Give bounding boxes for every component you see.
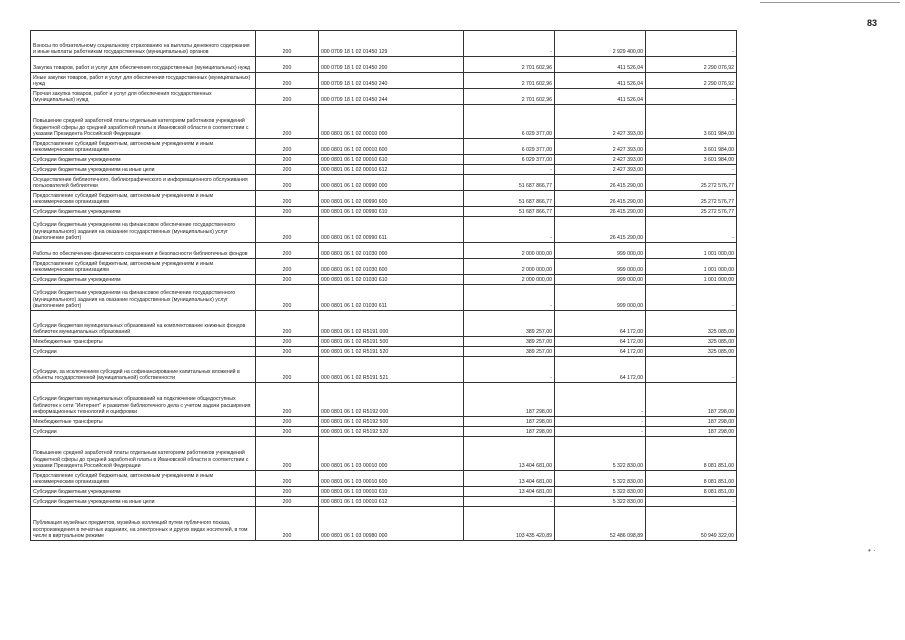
row-code: 200 <box>256 285 319 311</box>
row-code: 200 <box>256 337 319 347</box>
row-unexecuted-amount: 3 601 984,00 <box>646 139 737 155</box>
row-name: Субсидии <box>31 347 256 357</box>
row-code: 200 <box>256 165 319 175</box>
row-approved-amount: 51 687 866,77 <box>464 191 555 207</box>
row-name: Субсидии бюджетным учреждениям <box>31 487 256 497</box>
row-name: Повышение средней заработной платы отдельным категориям работников учреждений бюджетной сферы до средней заработной платы в Ивановской области в соответствии с указами Президента Российской Федерации <box>31 437 256 471</box>
row-name: Субсидии бюджетным учреждениям на иные цели <box>31 497 256 507</box>
row-kbk: 000 0709 18 1 02 01450 200 <box>319 57 464 73</box>
row-executed-amount: 26 415 290,00 <box>555 217 646 243</box>
row-kbk: 000 0801 06 1 02 R5191 521 <box>319 357 464 383</box>
row-approved-amount: 2 000 000,00 <box>464 275 555 285</box>
row-executed-amount: 5 322 830,00 <box>555 487 646 497</box>
budget-table <box>30 30 737 541</box>
row-executed-amount: 999 000,00 <box>555 259 646 275</box>
row-unexecuted-amount: - <box>646 217 737 243</box>
top-rule <box>760 2 900 3</box>
row-approved-amount: - <box>464 31 555 57</box>
row-executed-amount: 26 415 290,00 <box>555 175 646 191</box>
row-name: Повышение средней заработной платы отдельным категориям работников учреждений бюджетной сферы до средней заработной платы в Ивановской области в соответствии с указами Президента Российской Федерации <box>31 105 256 139</box>
row-code: 200 <box>256 347 319 357</box>
row-kbk: 000 0801 06 1 02 00010 612 <box>319 165 464 175</box>
row-approved-amount: 187 298,00 <box>464 427 555 437</box>
row-kbk: 000 0801 06 1 03 00010 600 <box>319 471 464 487</box>
row-name: Работы по обеспечению физического сохранения и безопасности библиотечных фондов <box>31 243 256 259</box>
row-kbk: 000 0801 06 1 02 00990 600 <box>319 191 464 207</box>
row-name: Закупка товаров, работ и услуг для обеспечения государственных (муниципальных) нужд <box>31 57 256 73</box>
row-code: 200 <box>256 357 319 383</box>
row-kbk: 000 0801 06 1 02 R5191 500 <box>319 337 464 347</box>
row-executed-amount: 999 000,00 <box>555 275 646 285</box>
row-unexecuted-amount: 325 085,00 <box>646 337 737 347</box>
row-kbk: 000 0709 18 1 02 01450 244 <box>319 89 464 105</box>
table-row <box>31 217 737 243</box>
table-row <box>31 89 737 105</box>
row-executed-amount: 5 322 830,00 <box>555 471 646 487</box>
table-row <box>31 105 737 139</box>
row-unexecuted-amount: 325 085,00 <box>646 311 737 337</box>
row-kbk: 000 0709 18 1 02 01450 129 <box>319 31 464 57</box>
row-kbk: 000 0801 06 1 02 01030 600 <box>319 259 464 275</box>
row-name: Субсидии бюджетам муниципальных образований на подключение общедоступных библиотек к сети "Интернет" и развитие библиотечного дела с учетом задачи расширения информационных технологий и оцифровки <box>31 383 256 417</box>
row-code: 200 <box>256 243 319 259</box>
row-executed-amount: 26 415 290,00 <box>555 191 646 207</box>
table-row <box>31 73 737 89</box>
row-code: 200 <box>256 73 319 89</box>
row-unexecuted-amount: - <box>646 165 737 175</box>
row-unexecuted-amount: 187 298,00 <box>646 427 737 437</box>
table-row <box>31 285 737 311</box>
row-code: 200 <box>256 259 319 275</box>
row-kbk: 000 0801 06 1 02 00010 610 <box>319 155 464 165</box>
row-code: 200 <box>256 31 319 57</box>
row-code: 200 <box>256 191 319 207</box>
table-row <box>31 471 737 487</box>
row-kbk: 000 0801 06 1 03 00010 612 <box>319 497 464 507</box>
row-executed-amount: 52 486 098,89 <box>555 507 646 541</box>
row-unexecuted-amount: 8 081 851,00 <box>646 471 737 487</box>
table-row <box>31 139 737 155</box>
row-executed-amount: 2 427 393,00 <box>555 139 646 155</box>
row-code: 200 <box>256 497 319 507</box>
row-kbk: 000 0801 06 1 02 00990 611 <box>319 217 464 243</box>
table-row <box>31 243 737 259</box>
row-kbk: 000 0801 06 1 02 R5192 000 <box>319 383 464 417</box>
row-executed-amount: 2 427 393,00 <box>555 155 646 165</box>
row-code: 200 <box>256 437 319 471</box>
table-row <box>31 31 737 57</box>
row-unexecuted-amount: - <box>646 89 737 105</box>
row-name: Субсидии бюджетам муниципальных образований на комплектование книжных фондов библиотек муниципальных образований <box>31 311 256 337</box>
row-approved-amount: 389 257,00 <box>464 337 555 347</box>
row-approved-amount: 6 029 377,00 <box>464 105 555 139</box>
row-approved-amount: 187 298,00 <box>464 417 555 427</box>
row-code: 200 <box>256 427 319 437</box>
table-row <box>31 311 737 337</box>
row-name: Взносы по обязательному социальному страхованию на выплаты денежного содержания и иные выплаты работникам государственных (муниципальных) органов <box>31 31 256 57</box>
row-unexecuted-amount: 187 298,00 <box>646 383 737 417</box>
row-approved-amount: - <box>464 357 555 383</box>
row-unexecuted-amount: 2 290 076,92 <box>646 57 737 73</box>
row-name: Субсидии бюджетным учреждениям на иные цели <box>31 165 256 175</box>
table-row <box>31 57 737 73</box>
row-code: 200 <box>256 311 319 337</box>
row-unexecuted-amount: 325 085,00 <box>646 347 737 357</box>
row-name: Субсидии, за исключением субсидий на софинансирование капитальных вложений в объекты государственной (муниципальной) собственности <box>31 357 256 383</box>
row-approved-amount: 389 257,00 <box>464 347 555 357</box>
row-approved-amount: 2 000 000,00 <box>464 243 555 259</box>
row-code: 200 <box>256 471 319 487</box>
row-name: Субсидии бюджетным учреждениям на финансовое обеспечение государственного (муниципального) задания на оказание государственных (муниципальных) услуг (выполнение работ) <box>31 217 256 243</box>
margin-dot-mark: • · <box>868 546 876 555</box>
row-code: 200 <box>256 175 319 191</box>
row-code: 200 <box>256 217 319 243</box>
table-row <box>31 337 737 347</box>
row-executed-amount: 64 172,00 <box>555 311 646 337</box>
row-kbk: 000 0801 06 1 02 R5191 520 <box>319 347 464 357</box>
table-row <box>31 357 737 383</box>
table-row <box>31 417 737 427</box>
budget-table-body <box>31 31 737 541</box>
row-name: Иные закупки товаров, работ и услуг для обеспечения государственных (муниципальных) нужд <box>31 73 256 89</box>
row-kbk: 000 0801 06 1 02 00990 610 <box>319 207 464 217</box>
row-executed-amount: - <box>555 427 646 437</box>
row-kbk: 000 0709 18 1 02 01450 240 <box>319 73 464 89</box>
row-approved-amount: - <box>464 165 555 175</box>
row-unexecuted-amount: 25 272 576,77 <box>646 207 737 217</box>
row-approved-amount: - <box>464 497 555 507</box>
row-kbk: 000 0801 06 1 02 00010 000 <box>319 105 464 139</box>
row-name: Предоставление субсидий бюджетным, автономным учреждениям и иным некоммерческим организациям <box>31 139 256 155</box>
row-code: 200 <box>256 207 319 217</box>
row-name: Предоставление субсидий бюджетным, автономным учреждениям и иным некоммерческим организациям <box>31 191 256 207</box>
row-unexecuted-amount: 50 949 322,00 <box>646 507 737 541</box>
row-kbk: 000 0801 06 1 02 01030 000 <box>319 243 464 259</box>
table-row <box>31 347 737 357</box>
row-name: Межбюджетные трансферты <box>31 337 256 347</box>
row-approved-amount: 13 404 681,00 <box>464 471 555 487</box>
row-name: Прочая закупка товаров, работ и услуг для обеспечения государственных (муниципальных) нужд <box>31 89 256 105</box>
row-executed-amount: 2 929 400,00 <box>555 31 646 57</box>
row-approved-amount: 2 000 000,00 <box>464 259 555 275</box>
row-name: Субсидии бюджетным учреждениям <box>31 275 256 285</box>
table-row <box>31 427 737 437</box>
row-code: 200 <box>256 487 319 497</box>
row-unexecuted-amount: 3 601 984,00 <box>646 155 737 165</box>
row-executed-amount: 411 526,04 <box>555 89 646 105</box>
row-unexecuted-amount: - <box>646 31 737 57</box>
table-row <box>31 497 737 507</box>
row-kbk: 000 0801 06 1 02 01030 610 <box>319 275 464 285</box>
row-unexecuted-amount: - <box>646 497 737 507</box>
row-executed-amount: 2 427 393,00 <box>555 165 646 175</box>
row-executed-amount: 5 322 830,00 <box>555 437 646 471</box>
row-unexecuted-amount: 2 290 076,92 <box>646 73 737 89</box>
row-code: 200 <box>256 155 319 165</box>
row-name: Субсидии <box>31 427 256 437</box>
row-executed-amount: 411 526,04 <box>555 73 646 89</box>
row-approved-amount: 103 435 420,89 <box>464 507 555 541</box>
row-unexecuted-amount: 25 272 576,77 <box>646 191 737 207</box>
row-name: Предоставление субсидий бюджетным, автономным учреждениям и иным некоммерческим организациям <box>31 471 256 487</box>
row-unexecuted-amount: 1 001 000,00 <box>646 275 737 285</box>
row-approved-amount: 13 404 681,00 <box>464 487 555 497</box>
row-executed-amount: 5 322 830,00 <box>555 497 646 507</box>
row-code: 200 <box>256 139 319 155</box>
row-executed-amount: 64 172,00 <box>555 357 646 383</box>
row-name: Осуществление библиотечного, библиографического и информационного обслуживания пользователей библиотеки <box>31 175 256 191</box>
table-row <box>31 175 737 191</box>
row-approved-amount: 2 701 602,96 <box>464 57 555 73</box>
row-executed-amount: 64 172,00 <box>555 347 646 357</box>
table-row <box>31 207 737 217</box>
row-executed-amount: 411 526,04 <box>555 57 646 73</box>
table-row <box>31 383 737 417</box>
row-name: Публикация музейных предметов, музейных коллекций путем публичного показа, воспроизведения в печатных изданиях, на электронных и других видах носителей, в том числе в виртуальном режиме <box>31 507 256 541</box>
table-row <box>31 275 737 285</box>
row-kbk: 000 0801 06 1 03 00980 000 <box>319 507 464 541</box>
row-code: 200 <box>256 57 319 73</box>
page-number: 83 <box>867 18 878 28</box>
row-approved-amount: 13 404 681,00 <box>464 437 555 471</box>
row-executed-amount: 999 000,00 <box>555 285 646 311</box>
row-approved-amount: - <box>464 217 555 243</box>
row-unexecuted-amount: 8 081 851,00 <box>646 437 737 471</box>
row-code: 200 <box>256 275 319 285</box>
row-unexecuted-amount: 1 001 000,00 <box>646 259 737 275</box>
row-unexecuted-amount: - <box>646 285 737 311</box>
row-kbk: 000 0801 06 1 02 00010 600 <box>319 139 464 155</box>
row-executed-amount: - <box>555 383 646 417</box>
row-name: Субсидии бюджетным учреждениям <box>31 155 256 165</box>
row-approved-amount: - <box>464 285 555 311</box>
row-approved-amount: 6 029 377,00 <box>464 155 555 165</box>
row-unexecuted-amount: - <box>646 357 737 383</box>
row-unexecuted-amount: 1 001 000,00 <box>646 243 737 259</box>
row-unexecuted-amount: 25 272 576,77 <box>646 175 737 191</box>
row-code: 200 <box>256 507 319 541</box>
row-name: Субсидии бюджетным учреждениям на финансовое обеспечение государственного (муниципального) задания на оказание государственных (муниципальных) услуг (выполнение работ) <box>31 285 256 311</box>
row-approved-amount: 2 701 602,96 <box>464 73 555 89</box>
row-executed-amount: 26 415 290,00 <box>555 207 646 217</box>
row-approved-amount: 6 029 377,00 <box>464 139 555 155</box>
row-kbk: 000 0801 06 1 03 00010 610 <box>319 487 464 497</box>
row-kbk: 000 0801 06 1 02 R5192 520 <box>319 427 464 437</box>
row-unexecuted-amount: 8 081 851,00 <box>646 487 737 497</box>
row-approved-amount: 389 257,00 <box>464 311 555 337</box>
row-executed-amount: 64 172,00 <box>555 337 646 347</box>
table-row <box>31 155 737 165</box>
row-name: Предоставление субсидий бюджетным, автономным учреждениям и иным некоммерческим организациям <box>31 259 256 275</box>
row-unexecuted-amount: 3 601 984,00 <box>646 105 737 139</box>
row-executed-amount: 2 427 393,00 <box>555 105 646 139</box>
table-row <box>31 165 737 175</box>
table-row <box>31 507 737 541</box>
table-row <box>31 437 737 471</box>
row-kbk: 000 0801 06 1 02 01030 611 <box>319 285 464 311</box>
row-kbk: 000 0801 06 1 03 00010 000 <box>319 437 464 471</box>
row-kbk: 000 0801 06 1 02 00990 000 <box>319 175 464 191</box>
row-executed-amount: 999 000,00 <box>555 243 646 259</box>
row-unexecuted-amount: 187 298,00 <box>646 417 737 427</box>
table-row <box>31 191 737 207</box>
table-row <box>31 487 737 497</box>
row-approved-amount: 51 687 866,77 <box>464 175 555 191</box>
row-code: 200 <box>256 383 319 417</box>
row-executed-amount: - <box>555 417 646 427</box>
row-name: Субсидии бюджетным учреждениям <box>31 207 256 217</box>
row-approved-amount: 187 298,00 <box>464 383 555 417</box>
row-name: Межбюджетные трансферты <box>31 417 256 427</box>
row-approved-amount: 51 687 866,77 <box>464 207 555 217</box>
row-code: 200 <box>256 89 319 105</box>
row-code: 200 <box>256 417 319 427</box>
table-row <box>31 259 737 275</box>
row-kbk: 000 0801 06 1 02 R5191 000 <box>319 311 464 337</box>
row-kbk: 000 0801 06 1 02 R5192 500 <box>319 417 464 427</box>
row-code: 200 <box>256 105 319 139</box>
row-approved-amount: 2 701 602,96 <box>464 89 555 105</box>
